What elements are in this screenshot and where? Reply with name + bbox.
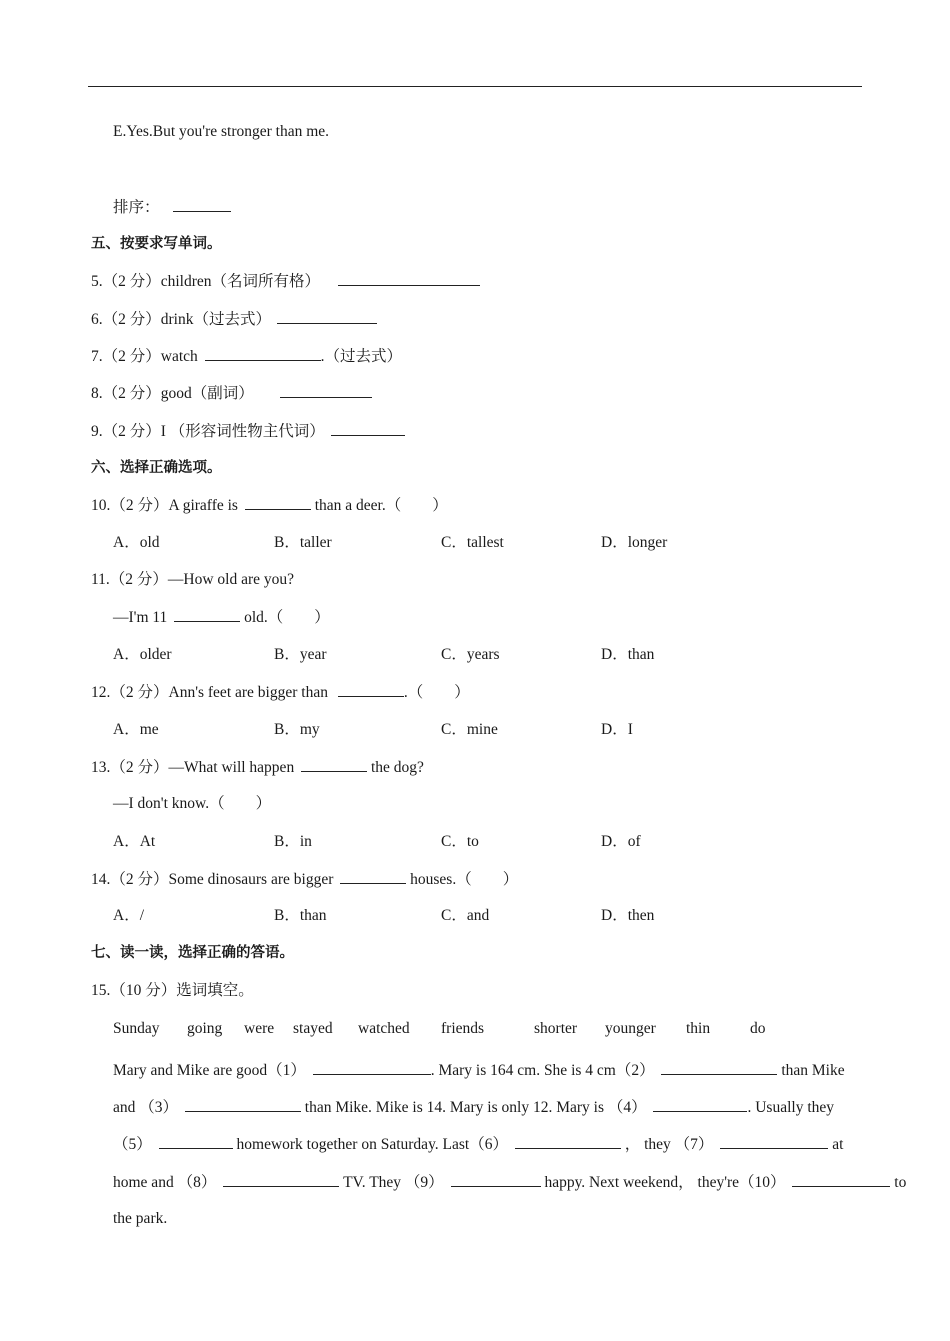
q10-option-b[interactable]: B．taller: [274, 534, 332, 551]
q13-option-b[interactable]: B．in: [274, 833, 312, 850]
option-e-text: E.Yes.But you're stronger than me.: [113, 123, 330, 140]
question-13-blank[interactable]: [301, 757, 367, 772]
question-13-line2: —I don't know.（ ）: [113, 795, 272, 812]
q13-option-a[interactable]: A．At: [113, 833, 156, 850]
question-9-blank[interactable]: [331, 421, 405, 436]
question-10-blank[interactable]: [245, 495, 311, 510]
blank-8[interactable]: [223, 1172, 339, 1187]
blank-10[interactable]: [792, 1172, 890, 1187]
passage-text: homework together on Saturday. Last（6）: [236, 1136, 508, 1153]
q14-option-b[interactable]: B．than: [274, 907, 327, 924]
order-blank[interactable]: [173, 197, 231, 212]
passage-text: to: [894, 1174, 907, 1191]
q10-option-d[interactable]: D．longer: [601, 534, 668, 551]
q14-option-d[interactable]: D．then: [601, 907, 655, 924]
blank-7[interactable]: [720, 1134, 828, 1149]
blank-4[interactable]: [653, 1097, 747, 1112]
word-bank-item: going: [187, 1020, 223, 1037]
passage-line-4: [113, 1172, 906, 1193]
order-row: [113, 197, 231, 218]
q13-option-c[interactable]: C．to: [441, 833, 479, 850]
passage-line-3: [113, 1134, 843, 1155]
q11-option-a[interactable]: A．older: [113, 646, 172, 663]
word-bank-item: watched: [358, 1020, 410, 1037]
blank-2[interactable]: [661, 1060, 777, 1075]
q13-option-d[interactable]: D．of: [601, 833, 641, 850]
passage-text: ， they （7）: [624, 1136, 714, 1153]
question-8-blank[interactable]: [280, 383, 372, 398]
header-rule: [88, 86, 862, 87]
question-6-text: 6.（2 分）drink（过去式）: [91, 311, 271, 328]
question-14-blank[interactable]: [340, 869, 406, 884]
q11-option-b[interactable]: B．year: [274, 646, 327, 663]
q11-option-d[interactable]: D．than: [601, 646, 655, 663]
q14-option-a[interactable]: A．/: [113, 907, 145, 924]
section6-heading: 六、选择正确选项。: [91, 460, 222, 476]
q10-option-c[interactable]: C．tallest: [441, 534, 504, 551]
question-14-tail: houses.（ ）: [410, 871, 519, 888]
passage-text: home and （8）: [113, 1174, 217, 1191]
question-11-line2-text: —I'm 11: [113, 609, 168, 626]
q14-option-c[interactable]: C．and: [441, 907, 490, 924]
passage-text: happy. Next weekend， they're（10）: [544, 1174, 786, 1191]
question-8-text: 8.（2 分）good（副词）: [91, 385, 254, 402]
word-bank-item: shorter: [534, 1020, 578, 1037]
question-6: [91, 309, 377, 330]
question-10-tail: than a deer.（ ）: [314, 497, 448, 514]
question-12: [91, 682, 470, 703]
question-7: [91, 346, 402, 367]
passage-text: at: [832, 1136, 844, 1153]
question-13-tail: the dog?: [370, 759, 424, 776]
question-5-blank[interactable]: [338, 271, 480, 286]
word-bank-item: stayed: [293, 1020, 333, 1037]
question-6-blank[interactable]: [277, 309, 377, 324]
word-bank-item: Sunday: [113, 1020, 160, 1037]
question-14-text: 14.（2 分）Some dinosaurs are bigger: [91, 871, 334, 888]
passage-text: than Mike: [781, 1062, 845, 1079]
question-9: [91, 421, 405, 442]
question-10: [91, 495, 448, 516]
question-15: 15.（10 分）选词填空。: [91, 982, 254, 999]
q12-option-b[interactable]: B．my: [274, 721, 320, 738]
blank-5[interactable]: [159, 1134, 233, 1149]
q12-option-a[interactable]: A．me: [113, 721, 159, 738]
word-bank-item: friends: [441, 1020, 485, 1037]
passage-text: . Usually they: [747, 1099, 835, 1116]
question-13-text: 13.（2 分）—What will happen: [91, 759, 295, 776]
question-13: [91, 757, 424, 778]
passage-text: than Mike. Mike is 14. Mary is only 12. Mary is （4）: [304, 1099, 647, 1116]
passage-line-5: the park.: [113, 1210, 168, 1227]
blank-1[interactable]: [313, 1060, 431, 1075]
passage-text: TV. They （9）: [343, 1174, 444, 1191]
question-10-text: 10.（2 分）A giraffe is: [91, 497, 238, 514]
passage-text: Mary and Mike are good（1）: [113, 1062, 306, 1079]
q12-option-c[interactable]: C．mine: [441, 721, 498, 738]
word-bank-item: were: [244, 1020, 275, 1037]
word-bank-item: thin: [686, 1020, 711, 1037]
passage-text: （5）: [113, 1136, 152, 1153]
blank-9[interactable]: [451, 1172, 541, 1187]
question-7-suffix: .（过去式）: [320, 348, 403, 365]
question-5: [91, 271, 480, 292]
passage-text: . Mary is 164 cm. She is 4 cm（2）: [430, 1062, 655, 1079]
blank-6[interactable]: [515, 1134, 621, 1149]
question-5-text: 5.（2 分）children（名词所有格）: [91, 273, 321, 290]
question-12-blank[interactable]: [338, 682, 404, 697]
question-8: [91, 383, 372, 404]
question-11: 11.（2 分）—How old are you?: [91, 571, 295, 588]
section7-heading: 七、读一读，选择正确的答语。: [91, 945, 294, 961]
question-12-tail: .（ ）: [403, 684, 470, 701]
passage-line-1: [113, 1060, 845, 1081]
question-7-blank[interactable]: [205, 346, 321, 361]
question-14: [91, 869, 518, 890]
section5-heading: 五、按要求写单词。: [91, 236, 222, 252]
q12-option-d[interactable]: D．I: [601, 721, 633, 738]
word-bank-item: do: [750, 1020, 766, 1037]
passage-line-2: [113, 1097, 834, 1118]
passage-text: and （3）: [113, 1099, 179, 1116]
order-label: 排序：: [113, 199, 160, 216]
question-9-text: 9.（2 分）I （形容词性物主代词）: [91, 423, 325, 440]
q11-option-c[interactable]: C．years: [441, 646, 500, 663]
question-7-text: 7.（2 分）watch: [91, 348, 198, 365]
question-11-blank[interactable]: [174, 607, 240, 622]
question-11-line2: [113, 607, 330, 628]
question-11-tail: old.（ ）: [244, 609, 330, 626]
word-bank-item: younger: [605, 1020, 656, 1037]
question-12-text: 12.（2 分）Ann's feet are bigger than: [91, 684, 328, 701]
blank-3[interactable]: [185, 1097, 301, 1112]
q10-option-a[interactable]: A．old: [113, 534, 160, 551]
